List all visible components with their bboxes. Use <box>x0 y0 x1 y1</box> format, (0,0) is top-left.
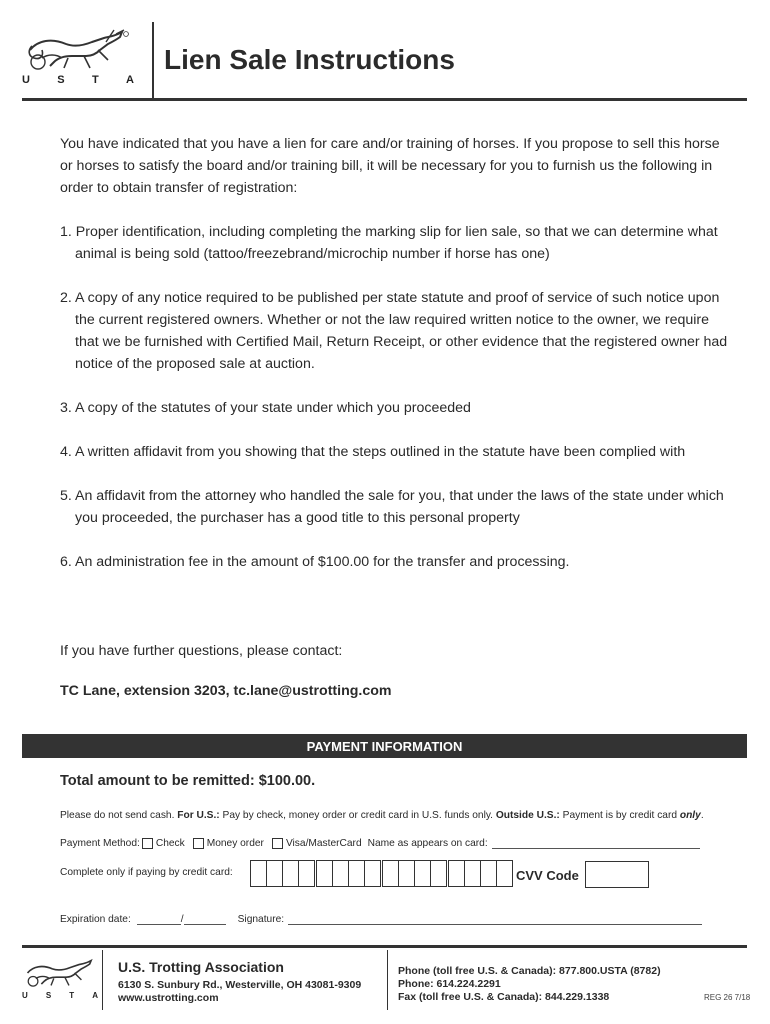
footer-divider <box>102 950 103 1010</box>
cvv-field[interactable] <box>585 861 649 888</box>
requirements-list <box>60 221 730 595</box>
contact-person: TC Lane, extension 3203, tc.lane@ustrotting.com <box>60 683 392 699</box>
footer-divider <box>387 950 388 1010</box>
card-digit-box[interactable] <box>364 860 381 887</box>
note-text: Pay by check, money order or credit card in U.S. funds only. <box>219 810 496 821</box>
note-us-label: For U.S.: <box>177 810 220 821</box>
expiration-label: Expiration date: <box>60 914 131 925</box>
logo-letter: A <box>126 74 134 86</box>
footer-website-link[interactable]: www.ustrotting.com <box>118 992 219 1004</box>
visa-mastercard-option-label: Visa/MasterCard <box>285 838 362 849</box>
card-digit-box[interactable] <box>382 860 399 887</box>
list-item: 4. A written affidavit from you showing that the steps outlined in the statute have been complied with <box>60 444 686 460</box>
card-digit-group <box>316 860 380 887</box>
card-digit-box[interactable] <box>348 860 365 887</box>
list-item: 2. A copy of any notice required to be published per state statute and proof of service of such notice upon the current registered owners. Whether or not the law required written notice to the owner, we require that we be furnished with Certified Mail, Return Receipt, or other evidence that the registered owner had notice of the proposed sale at auction. <box>60 290 728 372</box>
check-checkbox[interactable] <box>142 838 153 849</box>
card-digit-box[interactable] <box>298 860 315 887</box>
footer-address-block <box>118 979 361 1005</box>
list-item: 6. An administration fee in the amount of $100.00 for the transfer and processing. <box>60 554 570 570</box>
note-outside-label: Outside U.S.: <box>495 810 560 821</box>
card-digit-box[interactable] <box>398 860 415 887</box>
note-text: Please do not send cash. <box>60 810 178 821</box>
card-digit-group <box>448 860 512 887</box>
header-rule <box>22 98 747 101</box>
logo-letter: T <box>91 74 99 86</box>
intro-paragraph: You have indicated that you have a lien for care and/or training of horses. If you propose to sell this horse or horses to satisfy the board and/or training bill, it will be necessary for you to furnish us the following in order to obtain transfer of registration: <box>60 136 720 196</box>
logo-letter: S <box>57 74 65 86</box>
footer-rule <box>22 945 747 948</box>
footer-phone-tollfree: Phone (toll free U.S. & Canada): 877.800.USTA (8782) <box>398 965 661 977</box>
card-digit-box[interactable] <box>414 860 431 887</box>
header-divider <box>152 22 154 100</box>
money-order-checkbox[interactable] <box>193 838 204 849</box>
logo-letter: T <box>69 991 75 1000</box>
list-item: 3. A copy of the statutes of your state under which you proceeded <box>60 400 471 416</box>
page-title: Lien Sale Instructions <box>164 44 455 75</box>
note-text: . <box>700 810 704 821</box>
name-on-card-label: Name as appears on card: <box>367 838 488 849</box>
card-digit-box[interactable] <box>282 860 299 887</box>
footer-usta-logo <box>22 957 98 1007</box>
card-digit-group <box>250 860 314 887</box>
payment-method-label: Payment Method: <box>60 838 140 849</box>
form-code: REG 26 7/18 <box>704 993 751 1002</box>
logo-letter: U <box>22 74 30 86</box>
expiration-month-field[interactable] <box>137 914 181 925</box>
contact-question: If you have further questions, please contact: <box>60 643 343 659</box>
credit-card-number-field[interactable] <box>250 860 514 887</box>
name-on-card-field[interactable] <box>492 838 700 849</box>
card-digit-box[interactable] <box>316 860 333 887</box>
cvv-label: CVV Code <box>516 868 579 883</box>
card-digit-box[interactable] <box>464 860 481 887</box>
footer-address: 6130 S. Sunbury Rd., Westerville, OH 43081-9309 <box>118 979 362 991</box>
logo-letter: A <box>92 991 98 1000</box>
logo-letter: S <box>45 991 52 1000</box>
card-digit-box[interactable] <box>430 860 447 887</box>
expiration-signature-row <box>60 914 702 925</box>
payment-method-row <box>60 838 700 849</box>
signature-label: Signature: <box>237 914 285 925</box>
card-digit-box[interactable] <box>496 860 513 887</box>
credit-card-label: Complete only if paying by credit card: <box>60 867 233 878</box>
payment-section-header: PAYMENT INFORMATION <box>22 734 747 758</box>
signature-field[interactable] <box>288 914 702 925</box>
payment-note <box>60 810 704 821</box>
footer-phones-block <box>398 965 661 1004</box>
card-digit-group <box>382 860 446 887</box>
expiration-year-field[interactable] <box>184 914 226 925</box>
note-only-emphasis: only <box>679 810 701 821</box>
note-text: Payment is by credit card <box>559 810 680 821</box>
harness-horse-icon <box>22 28 132 72</box>
check-option-label: Check <box>155 838 185 849</box>
money-order-option-label: Money order <box>206 838 264 849</box>
harness-horse-icon <box>22 957 98 989</box>
card-digit-box[interactable] <box>480 860 497 887</box>
visa-mastercard-checkbox[interactable] <box>272 838 283 849</box>
footer-fax: Fax (toll free U.S. & Canada): 844.229.1338 <box>398 991 610 1003</box>
usta-logo <box>22 28 132 90</box>
card-digit-box[interactable] <box>332 860 349 887</box>
expiration-separator: / <box>180 914 184 925</box>
organization-name: U.S. Trotting Association <box>118 959 284 975</box>
total-amount: Total amount to be remitted: $100.00. <box>60 773 316 789</box>
footer-phone: Phone: 614.224.2291 <box>398 978 501 990</box>
card-digit-box[interactable] <box>448 860 465 887</box>
logo-letter: U <box>22 991 28 1000</box>
list-item: 1. Proper identification, including completing the marking slip for lien sale, so that we can determine what animal is being sold (tattoo/freezebrand/microchip number if horse has one) <box>60 224 718 262</box>
list-item: 5. An affidavit from the attorney who handled the sale for you, that under the laws of the state under which you proceeded, the purchaser has a good title to this personal property <box>60 488 724 526</box>
card-digit-box[interactable] <box>250 860 267 887</box>
card-digit-box[interactable] <box>266 860 283 887</box>
